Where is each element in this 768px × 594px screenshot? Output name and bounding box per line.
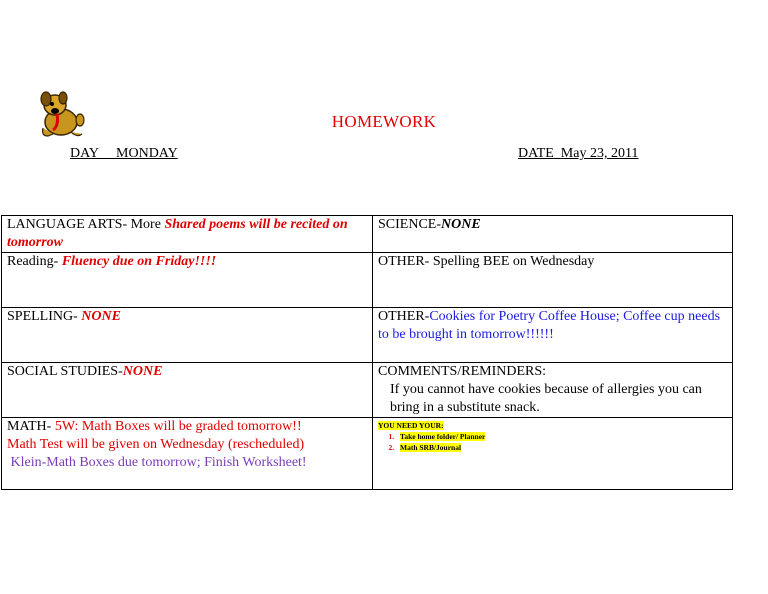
social-studies-label: SOCIAL STUDIES- bbox=[7, 364, 123, 379]
spelling-cell bbox=[2, 308, 373, 363]
date-label: DATE bbox=[518, 146, 554, 161]
comments-cell bbox=[373, 363, 733, 418]
other-text-2: Cookies for Poetry Coffee House; Coffee cup needs to be brought in tomorrow!!!!!! bbox=[378, 309, 721, 342]
other-cell-2 bbox=[373, 308, 733, 363]
other-text-1: OTHER- Spelling BEE on Wednesday bbox=[378, 254, 595, 269]
reading-label: Reading- bbox=[7, 254, 62, 269]
day-value: MONDAY bbox=[116, 146, 178, 161]
supplies-item: 2. Math SRB/Journal bbox=[396, 442, 728, 453]
math-line-1: 5W: Math Boxes will be graded tomorrow!! bbox=[54, 419, 302, 434]
reading-cell bbox=[2, 253, 373, 308]
reading-assignment: Fluency due on Friday!!!! bbox=[61, 254, 217, 269]
science-label: SCIENCE- bbox=[378, 217, 441, 232]
language-arts-label: LANGUAGE ARTS- More bbox=[7, 217, 165, 232]
comments-label: COMMENTS/REMINDERS: bbox=[378, 364, 547, 379]
social-studies-cell bbox=[2, 363, 373, 418]
language-arts-cell bbox=[2, 216, 373, 253]
supplies-heading: YOU NEED YOUR: bbox=[378, 421, 444, 430]
comments-text: If you cannot have cookies because of allergies you can bring in a substitute snack. bbox=[390, 382, 702, 415]
science-assignment: NONE bbox=[441, 217, 481, 232]
language-arts-assignment: Shared poems will be recited on tomorrow bbox=[7, 217, 348, 250]
day-label: DAY bbox=[70, 146, 99, 161]
math-label: MATH- bbox=[7, 419, 55, 434]
supplies-item: 1. Take home folder/ Planner bbox=[396, 431, 728, 442]
date-field bbox=[518, 146, 638, 162]
spelling-label: SPELLING- bbox=[7, 309, 82, 324]
social-studies-assignment: NONE bbox=[122, 364, 163, 379]
math-line-2: Math Test will be given on Wednesday (rescheduled) bbox=[7, 437, 305, 452]
spelling-assignment: NONE bbox=[81, 309, 121, 324]
math-line-3: Klein-Math Boxes due tomorrow; Finish Worksheet! bbox=[10, 455, 307, 470]
day-field bbox=[70, 146, 178, 162]
homework-table bbox=[1, 215, 733, 490]
supplies-list bbox=[378, 420, 728, 453]
supplies-cell bbox=[373, 418, 733, 490]
math-cell bbox=[2, 418, 373, 490]
other-cell-1 bbox=[373, 253, 733, 308]
science-cell bbox=[373, 216, 733, 253]
page-title: HOMEWORK bbox=[331, 112, 437, 131]
date-value: May 23, 2011 bbox=[560, 146, 639, 161]
other-label-2: OTHER- bbox=[378, 309, 430, 324]
